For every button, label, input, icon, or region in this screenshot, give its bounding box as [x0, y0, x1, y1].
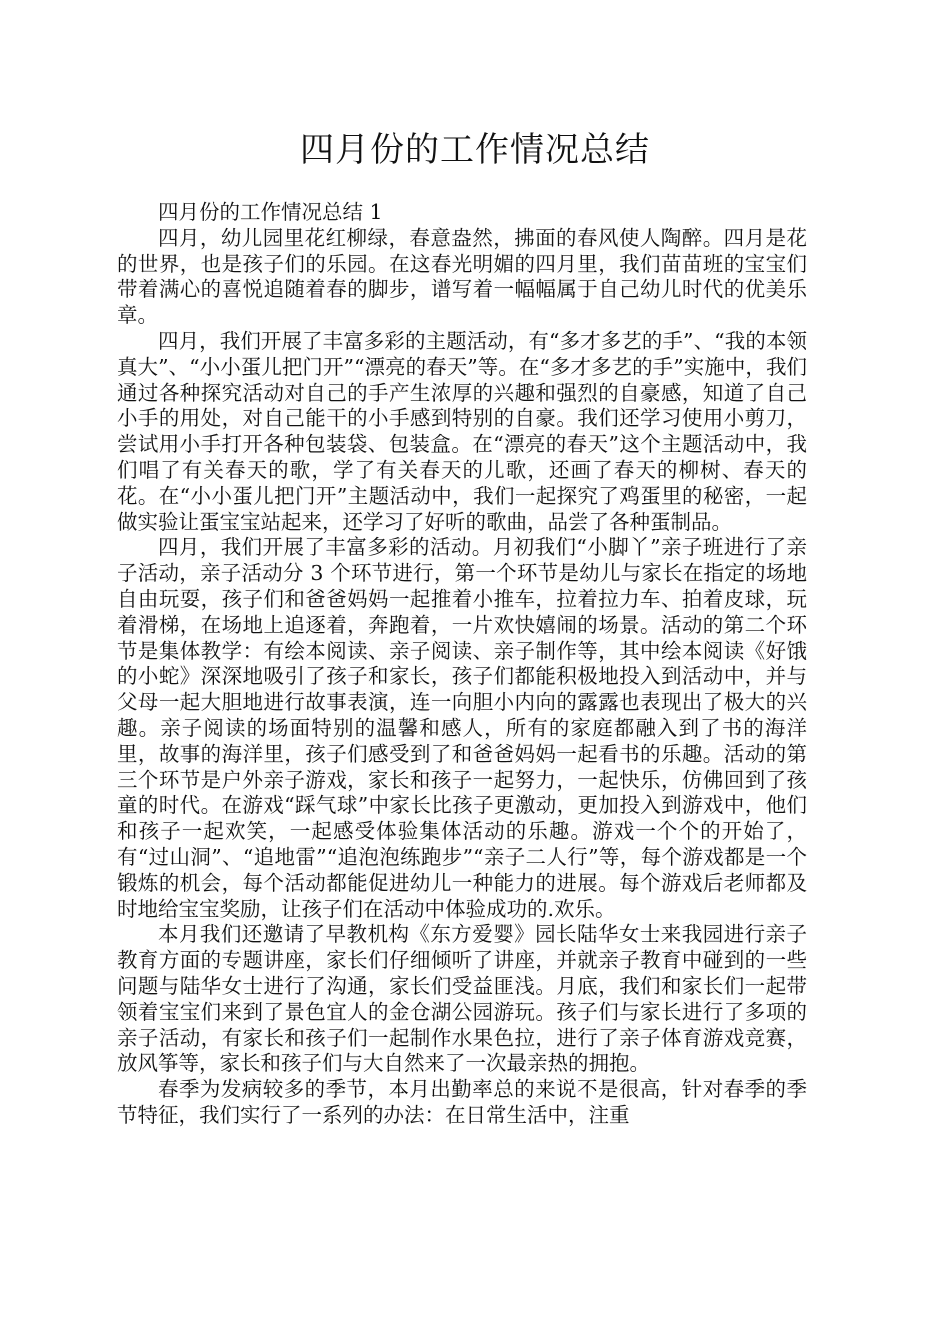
- document-title: 四月份的工作情况总结: [300, 130, 650, 170]
- paragraph-1: 四月，幼儿园里花红柳绿，春意盎然，拂面的春风使人陶醉。四月是花的世界，也是孩子们的乐园。在这春光明媚的四月里，我们苗苗班的宝宝们带着满心的喜悦追随着春的脚步，谱写着一幅幅属于自己幼儿时代的优美乐章。: [117, 225, 807, 328]
- paragraph-5: 春季为发病较多的季节，本月出勤率总的来说不是很高，针对春季的季节特征，我们实行了一系列的办法：在日常生活中，注重: [117, 1077, 807, 1127]
- document-body: [117, 200, 807, 1129]
- section-heading: 四月份的工作情况总结 1: [158, 200, 383, 224]
- paragraph-4: 本月我们还邀请了早教机构《东方爱婴》园长陆华女士来我园进行亲子教育方面的专题讲座，家长们仔细倾听了讲座，并就亲子教育中碰到的一些问题与陆华女士进行了沟通，家长们受益匪浅。月底，我们和家长们一起带领着宝宝们来到了景色宜人的金仓湖公园游玩。孩子们与家长进行了多项的亲子活动，有家长和孩子们一起制作水果色拉，进行了亲子体育游戏竞赛，放风筝等，家长和孩子们与大自然来了一次最亲热的拥抱。: [117, 922, 807, 1076]
- paragraph-2: 四月，我们开展了丰富多彩的主题活动，有“多才多艺的手”、“我的本领真大”、“小小蛋儿把门开”“漂亮的春天”等。在“多才多艺的手”实施中，我们通过各种探究活动对自己的手产生浓厚的兴趣和强烈的自豪感，知道了自己小手的用处，对自己能干的小手感到特别的自豪。我们还学习使用小剪刀，尝试用小手打开各种包装袋、包装盒。在“漂亮的春天”这个主题活动中，我们唱了有关春天的歌，学了有关春天的儿歌，还画了春天的柳树、春天的花。在“小小蛋儿把门开”主题活动中，我们一起探究了鸡蛋里的秘密，一起做实验让蛋宝宝站起来，还学习了好听的歌曲，品尝了各种蛋制品。: [117, 328, 807, 534]
- paragraph-3: 四月，我们开展了丰富多彩的活动。月初我们“小脚丫”亲子班进行了亲子活动，亲子活动分 3 个环节进行，第一个环节是幼儿与家长在指定的场地自由玩耍，孩子们和爸爸妈妈一起推着小推车，拉着拉力车、拍着皮球，玩着滑梯，在场地上追逐着，奔跑着，一片欢快嬉闹的场景。活动的第二个环节是集体教学：有绘本阅读、亲子阅读、亲子制作等，其中绘本阅读《好饿的小蛇》深深地吸引了孩子和家长，孩子们都能积极地投入到活动中，并与父母一起大胆地进行故事表演，连一向胆小内向的露露也表现出了极大的兴趣。亲子阅读的场面特别的温馨和感人，所有的家庭都融入到了书的海洋里，故事的海洋里，孩子们感受到了和爸爸妈妈一起看书的乐趣。活动的第三个环节是户外亲子游戏，家长和孩子一起努力，一起快乐，仿佛回到了孩童的时代。在游戏“踩气球”中家长比孩子更激动，更加投入到游戏中，他们和孩子一起欢笑，一起感受体验集体活动的乐趣。游戏一个个的开始了，有“过山洞”、“追地雷”“追泡泡练跑步”“亲子二人行”等，每个游戏都是一个锻炼的机会，每个活动都能促进幼儿一种能力的进展。每个游戏后老师都及时地给宝宝奖励，让孩子们在活动中体验成功的.欢乐。: [117, 535, 807, 921]
